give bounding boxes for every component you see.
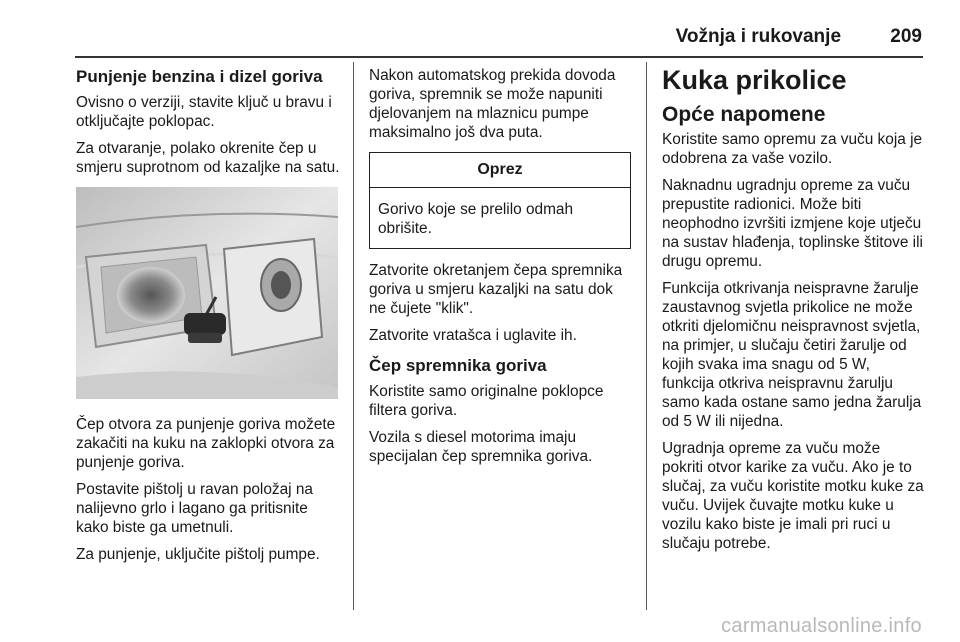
paragraph: Zatvorite vratašca i uglavite ih. bbox=[369, 327, 577, 344]
caution-text: Gorivo koje se prelilo odmah obrišite. bbox=[378, 201, 574, 237]
caution-box bbox=[369, 152, 631, 249]
paragraph: Zatvorite okretanjem čepa spremnika goriva u smjeru kazaljki na satu dok ne čujete "klik". bbox=[369, 262, 623, 317]
section-heading-fuel-cap: Čep spremnika goriva bbox=[369, 356, 547, 375]
page-header bbox=[676, 26, 922, 48]
paragraph: Nakon automatskog prekida dovoda goriva, spremnik se može napuniti djelovanjem na mlaznicu pumpe maksimalno još dva puta. bbox=[369, 67, 616, 141]
paragraph: Za punjenje, uključite pištolj pumpe. bbox=[76, 546, 320, 563]
fuel-flap-photo bbox=[76, 187, 338, 399]
caution-title: Oprez bbox=[370, 153, 630, 188]
header-rule bbox=[75, 56, 923, 58]
paragraph: Ugradnja opreme za vuču može pokriti otvor karike za vuču. Ako je to slučaj, za vuču koristite motku kuke za vuču. Uvijek čuvajte motku kuke u vozilu kako biste je imali pri ruci u slučaju potrebe. bbox=[662, 440, 924, 552]
subsection-title: Opće napomene bbox=[662, 103, 826, 126]
middle-column bbox=[369, 66, 631, 474]
paragraph: Naknadnu ugradnju opreme za vuču prepustite radionici. Može biti neophodno izvršiti izmjene koje utječu na sustav hlađenja, toplinske štitove ili drugu opremu. bbox=[662, 177, 923, 270]
left-column bbox=[76, 66, 340, 572]
paragraph: Postavite pištolj u ravan položaj na nalijevno grlo i lagano ga pritisnite kako biste ga umetnuli. bbox=[76, 481, 313, 536]
chapter-title: Kuka prikolice bbox=[662, 65, 847, 95]
column-divider-2 bbox=[646, 62, 647, 610]
paragraph: Za otvaranje, polako okrenite čep u smjeru suprotnom od kazaljke na satu. bbox=[76, 140, 340, 176]
paragraph: Koristite samo opremu za vuču koja je odobrena za vaše vozilo. bbox=[662, 131, 923, 167]
paragraph: Ovisno o verziji, stavite ključ u bravu i otključajte poklopac. bbox=[76, 94, 332, 130]
watermark: carmanualsonline.info bbox=[721, 615, 922, 637]
section-heading-refuel: Punjenje benzina i dizel goriva bbox=[76, 67, 323, 86]
paragraph: Funkcija otkrivanja neispravne žarulje zaustavnog svjetla prikolice ne može otkriti djelomičnu neispravnost svjetla, na primjer, u slučaju četiri žarulje od kojih svaka ima snagu od 5 W, funkcija otkriva neispravnu žarulju samo kada ostane samo jedna žarulja od 5 W ili nijedna. bbox=[662, 280, 922, 430]
right-column bbox=[662, 64, 924, 561]
paragraph: Koristite samo originalne poklopce filtera goriva. bbox=[369, 383, 604, 419]
page-number: 209 bbox=[890, 26, 922, 47]
column-divider-1 bbox=[353, 62, 354, 610]
paragraph: Vozila s diesel motorima imaju specijalan čep spremnika goriva. bbox=[369, 429, 593, 465]
paragraph: Čep otvora za punjenje goriva možete zakačiti na kuku na zaklopki otvora za punjenje goriva. bbox=[76, 416, 336, 471]
section-title: Vožnja i rukovanje bbox=[675, 26, 842, 47]
